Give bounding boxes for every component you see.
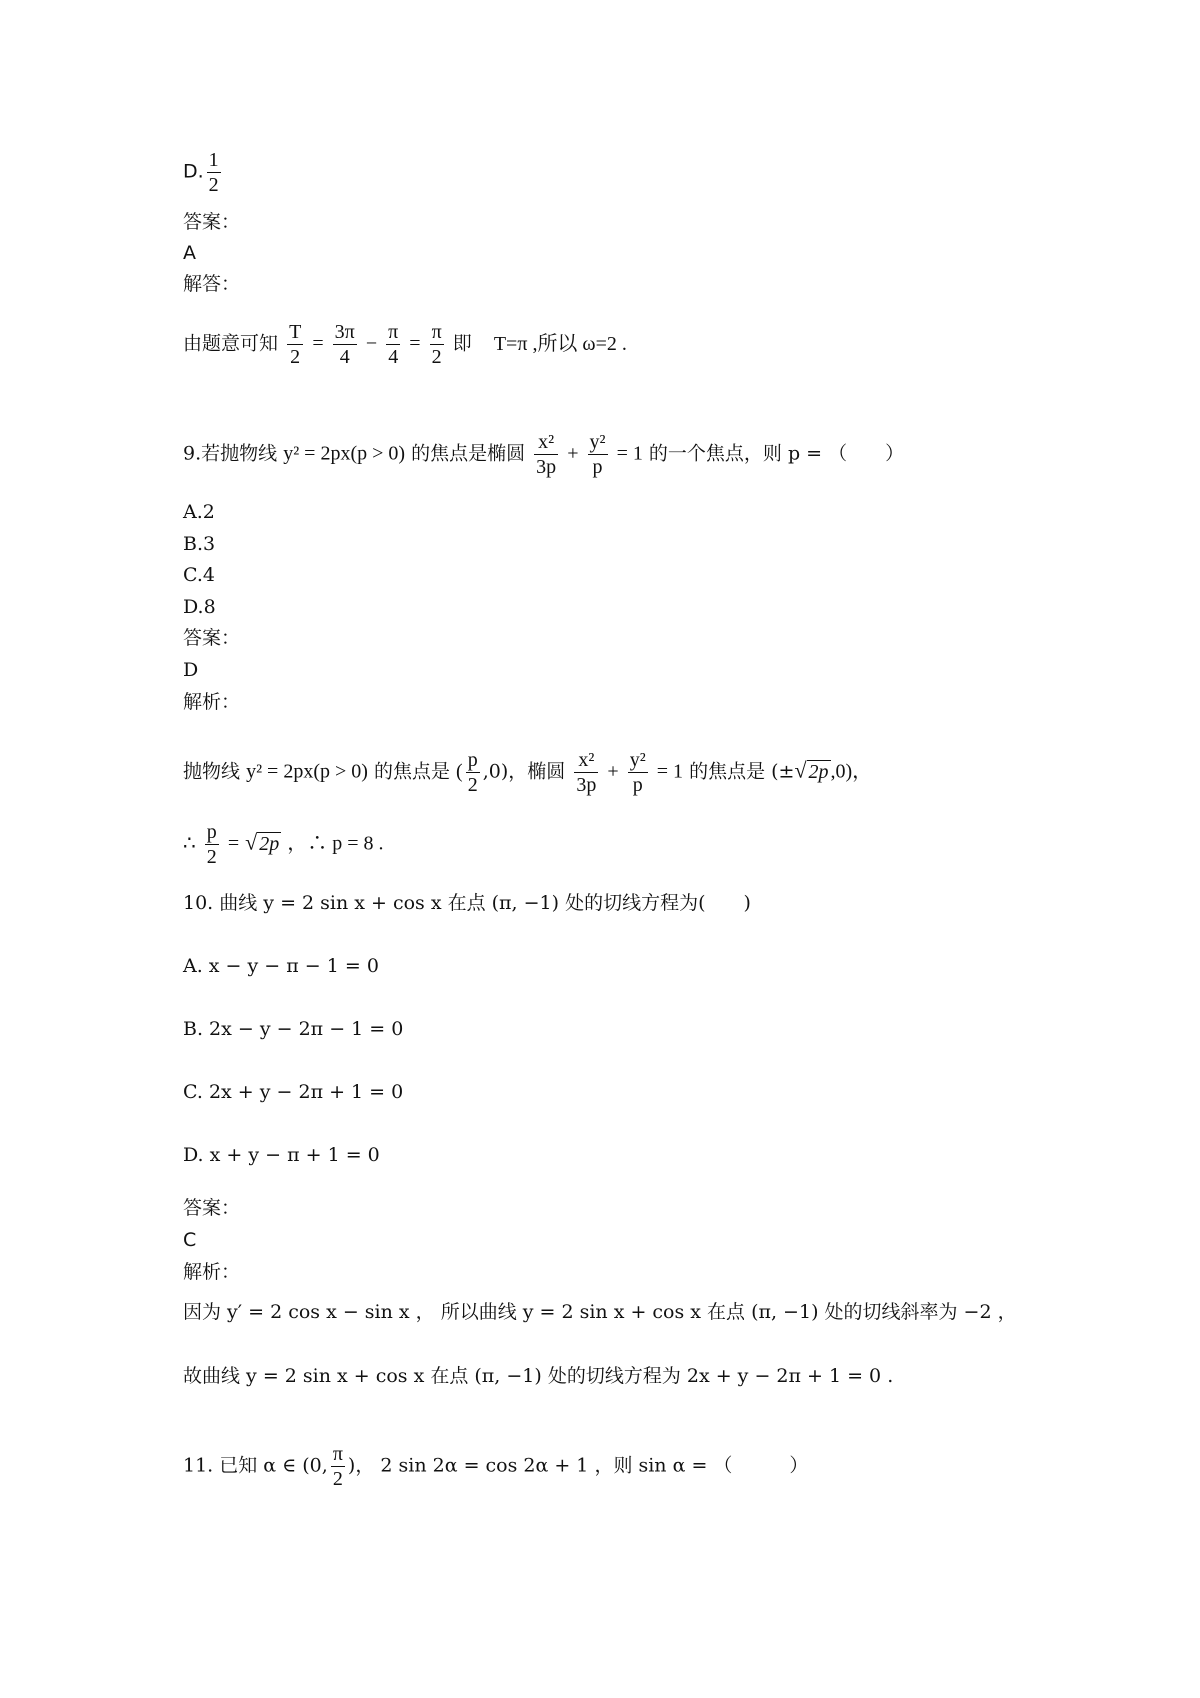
answer-label: 答案： — [183, 627, 241, 649]
fraction: $\frac{\text{y²}}{p}$ — [589, 431, 606, 478]
option-b: B. 2x − y − 2π − 1 = 0 — [183, 1018, 404, 1040]
fraction: $\frac{\text{x²}}{3p}$ — [576, 749, 597, 796]
q8-solution-line: 由题意可知 $\frac{T}{2}$ = $\frac{3\pi}{4}$ − $\frac{\pi}{4}$ = $\frac{\pi}{2}$ 即 T=π ,所以 ω=2 . — [183, 321, 627, 368]
fraction: $\frac{\text{x²}}{3p}$ — [536, 431, 557, 478]
option-d: D. x + y − π + 1 = 0 — [183, 1144, 380, 1166]
option-a: A.2 — [183, 501, 215, 523]
q11-stem: 11. 已知 α ∈ (0, $\frac{\pi}{2}$ )， 2 sin 2α = cos 2α + 1 ，则 sin α = （ ） — [183, 1443, 809, 1490]
answer-value: D — [183, 659, 199, 681]
option-label: D. — [183, 160, 204, 183]
fraction: $\frac{\pi}{4}$ — [388, 321, 399, 368]
fraction: $\frac{3\pi}{4}$ — [334, 321, 355, 368]
option-d: D.8 — [183, 596, 216, 618]
answer-label: 答案： — [183, 1197, 241, 1219]
fraction: $\frac{1}{2}$ — [208, 149, 219, 196]
option-b: B.3 — [183, 533, 216, 555]
q9-analysis-line-1: 抛物线 y² = 2px(p > 0) 的焦点是 ( $\frac{p}{2}$ ,0)，椭圆 $\frac{\text{x²}}{3p}$ + $\frac{\text{y²}}{p}$ = 1 的焦点是 (±√ 2p ,0)， — [183, 749, 873, 796]
fraction: $\frac{T}{2}$ — [289, 321, 302, 368]
option-c: C. 2x + y − 2π + 1 = 0 — [183, 1081, 404, 1103]
fraction: $\frac{\pi}{2}$ — [431, 321, 442, 368]
analysis-label: 解析： — [183, 691, 241, 713]
q9-stem: 9.若抛物线 y² = 2px(p > 0) 的焦点是椭圆 $\frac{\text{x²}}{3p}$ + $\frac{\text{y²}}{p}$ = 1 的一个焦点，则 p = （ ） — [183, 431, 905, 478]
q9-analysis-line-2: ∴ $\frac{p}{2}$ = √ 2p ，∴ p = 8 . — [183, 821, 384, 868]
fraction: $\frac{p}{2}$ — [206, 821, 217, 868]
fraction: $\frac{p}{2}$ — [467, 749, 478, 796]
q10-stem: 10. 曲线 y = 2 sin x + cos x 在点 (π, −1) 处的切线方程为( ) — [183, 892, 751, 914]
q8-option-d — [183, 148, 224, 197]
analysis-label: 解析： — [183, 1261, 241, 1283]
q10-analysis-line-2: 故曲线 y = 2 sin x + cos x 在点 (π, −1) 处的切线方程为 2x + y − 2π + 1 = 0 . — [183, 1365, 894, 1387]
option-a: A. x − y − π − 1 = 0 — [183, 955, 379, 977]
q10-analysis-line-1: 因为 y′ = 2 cos x − sin x ， 所以曲线 y = 2 sin x + cos x 在点 (π, −1) 处的切线斜率为 −2 ， — [183, 1301, 1017, 1323]
answer-value: C — [183, 1229, 197, 1251]
answer-label: 答案： — [183, 211, 241, 233]
fraction: $\frac{\text{y²}}{p}$ — [629, 749, 646, 796]
fraction: $\frac{\pi}{2}$ — [332, 1443, 343, 1490]
solution-label: 解答： — [183, 273, 241, 295]
answer-value: A — [183, 242, 196, 264]
option-c: C.4 — [183, 564, 215, 586]
